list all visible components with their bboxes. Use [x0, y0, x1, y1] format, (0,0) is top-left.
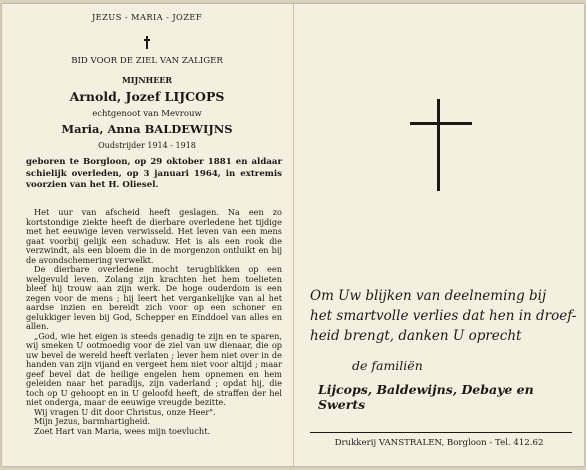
header-text: JEZUS - MARIA - JOZEF — [91, 12, 203, 22]
thanks-line: het smartvolle verlies dat hen in droef- — [310, 308, 577, 324]
thanks-line: Om Uw blijken van deelneming bij — [310, 288, 547, 304]
body-paragraph: „God, wie het eigen is steeds genadig te zijn en te sparen, wij smeken U ootmoedig voor de ziel van uw dienaar, die op uw bevel de wereld heeft verlaten ; lever hem niet over in de handen van zijn vijand en vergeet hem niet voor altijd ; maar geef bevel dat de heilige engelen hem opnemen en hem geleiden naar het paradijs, zijn vaderland ; opdat hij, die toch op U gehoopt en in U geloofd heeft, de straffen der hel niet ondergа, maar de eeuwige vreugde bezitte. — [26, 330, 282, 407]
spouse-name: Maria, Anna BALDEWIJNS — [61, 122, 233, 136]
body-paragraph: Zoet Hart van Maria, wees mijn toevlucht. — [34, 425, 211, 436]
divider — [310, 432, 572, 433]
family-names: Lijcops, Baldewijns, Debaye en Swerts — [318, 382, 534, 412]
large-cross-icon — [410, 99, 472, 191]
body-paragraph: Mijn Jezus, barmhartigheid. — [34, 416, 151, 426]
memorial-card — [2, 4, 584, 466]
thanks-line: heid brengt, danken U oprecht — [310, 328, 522, 344]
veteran-text: Oudstrijder 1914 - 1918 — [98, 141, 196, 150]
right-panel — [294, 4, 584, 466]
body-paragraph: De dierbare overledene mocht terugblikken op een welgevuld leven. Zolang zijn krachten het hem toelieten bleef hij trouw aan zijn werk. De hoge ouderdom is een zegen voor de mens ; hij leert het vergankelijke van al het aardse inzien en bereidt zich voor op een schoner en gelukkiger leven bij God, Schepper en Einddoel van alles en allen. — [26, 264, 282, 331]
body-paragraph: Wij vragen U dit door Christus, onze Heer". — [34, 406, 216, 417]
born-died-text: geboren te Borgloon, op 29 oktober 1881 en aldaar schielijk overleden, op 3 januari 1964, in extremis voorzien van het H. Oliesel. — [26, 157, 282, 190]
body-paragraph: Het uur van afscheid heeft geslagen. Na een zo kortstondige ziekte heeft de dierbare overledene het tijdige met het eeuwige leven verwisseld. Het leven van een mens gaat voorbij gelijk een schaduw. Het is als een rook die verzwindt, als een bloem die in de morgenzon ontluikt en bij de avondschemering verwelkt. — [26, 207, 282, 265]
prayer-body — [26, 208, 282, 436]
printer-credit: Drukkerij VANSTRALEN, Borgloon - Tel. 412.62 — [334, 438, 544, 448]
small-cross-icon — [144, 36, 150, 49]
deceased-name: Arnold, Jozef LIJCOPS — [69, 89, 225, 104]
thanks-text — [310, 286, 580, 346]
families-label: de familiën — [352, 358, 423, 373]
spouse-intro: echtgenoot van Mevrouw — [92, 109, 202, 119]
prayer-line: BID VOOR DE ZIEL VAN ZALIGER — [71, 56, 223, 66]
left-panel — [2, 4, 292, 466]
title-text: MIJNHEER — [121, 75, 173, 85]
